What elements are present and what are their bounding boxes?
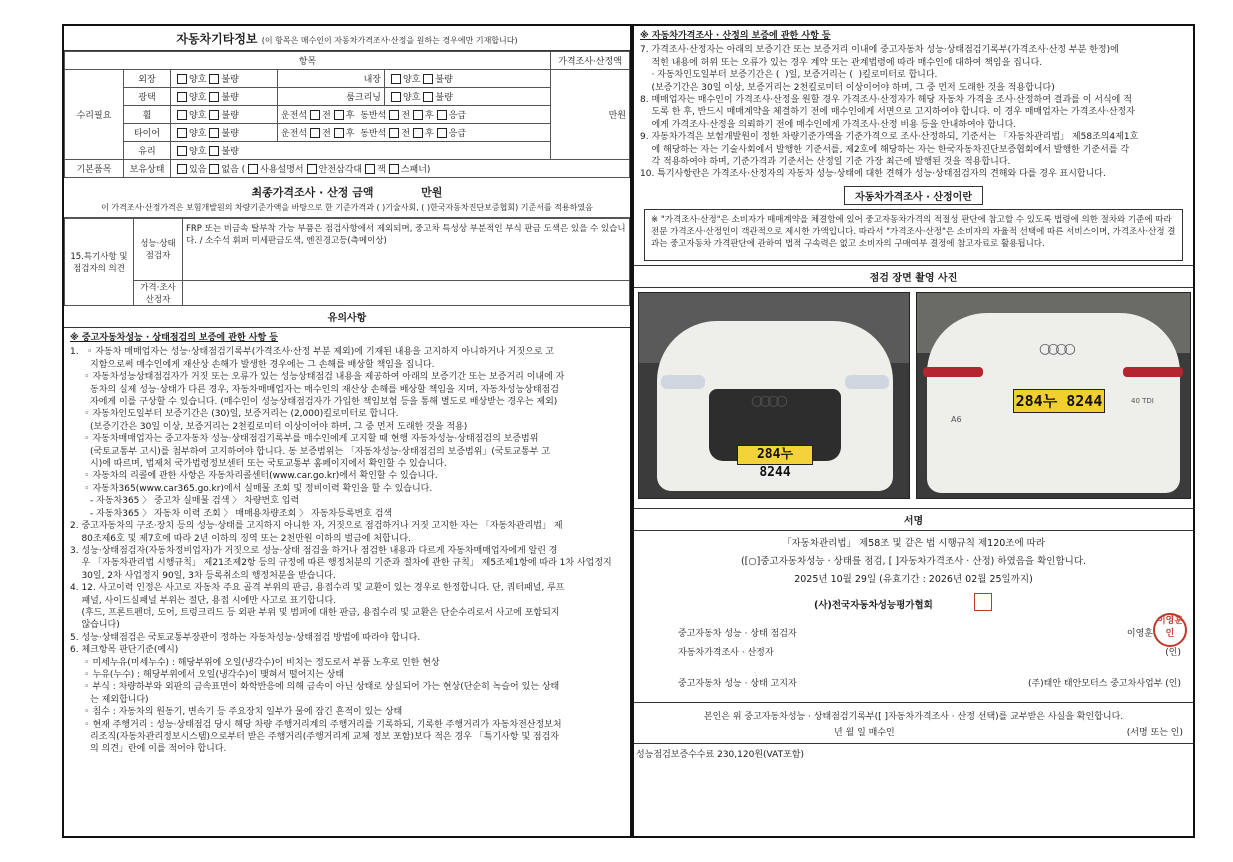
wheel-good-checkbox[interactable] [177,110,187,120]
bad-text: 불량 [435,75,453,85]
inspector-name: 이영훈 [1126,628,1153,639]
warranty-heading: ※ 자동차가격조사 · 산정의 보증에 관한 사항 등 [640,31,831,41]
audi-logo-icon: ○○○○ [751,392,784,409]
final-price-row [64,178,630,202]
caution-line: 4. 12. 사고이력 인정은 사고로 자동차 주요 골격 부위의 판금, 용접수리 및 교환이 있는 경우로 한정합니다. 단, 쿼터패널, 루프 [70,583,565,594]
interior-good-checkbox[interactable] [391,74,401,84]
caution-line: 5. 성능·상태점검은 국토교통부장관이 정하는 자동차성능·상태점검 방법에 따라야 합니다. [70,632,421,643]
good-text: 양호 [189,111,207,121]
caution-line: 80조제6호 및 제7호에 따라 2년 이하의 징역 또는 2천만원 이하의 벌금에 처합니다. [70,533,411,544]
basic-none-checkbox[interactable] [209,164,219,174]
good-text: 양호 [189,93,207,103]
warranty-lines [640,44,1187,180]
caution-line: ◦ 자동차인도일부터 보증기간은 (30)일, 보증거리는 (2,000)킬로미터로 합니다. [70,409,399,420]
sign-title: 서명 [634,508,1193,531]
basic-opt-text: 잭 [377,165,386,175]
engine-badge: 40 TDI [1131,396,1154,405]
caution-lines [70,346,624,755]
audi-logo-icon: ○○○○ [1039,340,1072,357]
photo-title: 점검 장면 촬영 사진 [634,265,1193,288]
driver-label: 운전석 [281,129,308,139]
warranty-line: · 자동차인도일부터 보증기간은 ( )일, 보증거리는 ( )킬로미터로 합니다. [640,70,938,81]
signature-table [634,615,1193,692]
warranty-line: 적힌 내용에 허위 또는 오류가 있는 경우 계약 또는 관계법령에 따라 매수인에 대하여 책임을 집니다. [640,57,1043,68]
perf-inspector-label: 성능·상태 점검자 [134,219,183,281]
caution-line: (후드, 프론트펜더, 도어, 트렁크리드 등 외판 부위 및 범퍼에 대한 판금, 용접수리 및 교환은 단순수리로서 사고에 포함되지 [70,607,560,618]
wheel-emergency-checkbox[interactable] [437,110,447,120]
driver-label: 운전석 [281,111,308,121]
emergency-text: 응급 [448,129,467,139]
tire-pass-rear-checkbox[interactable] [413,128,423,138]
tire-emergency-checkbox[interactable] [437,128,447,138]
front-text: 전 [322,129,331,139]
caution-line: (국토교통부 고시)를 첨부하여 고지하여야 합니다. 동 보증범위는 「자동차성능·상태점검의 보증범위」(국토교통부 고 [70,446,550,457]
pricer-label: 자동차가격조사 · 산정자 [678,647,774,658]
caution-line: 지함으로써 매수인에게 재산상 손해가 발생한 경우에는 그 손해를 배상할 책임을 집니다. [70,359,435,370]
gloss-bad-checkbox[interactable] [209,92,219,102]
basic-status-label: 보유상태 [124,160,171,178]
caution-line: 자에게 이를 구상할 수 있습니다. (매수인이 성능상태점검자가 가입한 책임보험 등을 통해 별도로 배상받는 경우는 제외) [70,397,558,408]
good-text: 양호 [403,93,421,103]
emergency-text: 응급 [448,111,467,121]
good-text: 양호 [189,129,207,139]
wheel-pass-front-checkbox[interactable] [389,110,399,120]
final-price-label: 최종가격조사 · 산정 금액 [251,186,374,199]
notifier-seal: (인) [1165,678,1181,689]
wheel-driver-front-checkbox[interactable] [310,110,320,120]
bad-text: 불량 [221,111,239,121]
special-notes-label: 15.특기사항 및 점검자의 의견 [65,219,134,306]
org-row [634,589,1193,621]
manual-checkbox[interactable] [248,164,258,174]
warranty-line: 에 해당하는 자는 기술사회에서 발행한 기준서를, 제2호에 해당하는 자는 한국자동차진단보증협회에서 발행한 기준서를 각 [640,144,1130,155]
final-price-note: 이 가격조사·산정가격은 보험개발원의 차량기준가액을 바탕으로 한 기준가격과 ( )기술사회, ( )한국자동차진단보증협회) 기준서를 적용하였음 [64,202,630,218]
caution-line: 패널, 사이드실패널 부위는 절단, 용접 시에만 사고로 표기합니다. [70,595,337,606]
pricer-seal: (인) [1165,647,1181,658]
caution-line: ◦ 자동차365(www.car365.go.kr)에서 실매물 조회 및 정비이력 확인을 할 수 있습니다. [70,483,433,494]
caution-line: 30일, 2차 사업정지 90일, 3차 등록취소의 행정처분을 받습니다. [70,570,336,581]
wheel-pass-rear-checkbox[interactable] [413,110,423,120]
bad-text: 불량 [221,75,239,85]
law-line: 「자동차관리법」 제58조 및 같은 법 시행규칙 제120조에 따라 [781,537,1046,549]
caution-line: ◦ 누유(누수) : 해당부위에서 오일(냉각수)이 맺혀서 떨어지는 상태 [70,669,345,680]
bad-text: 불량 [221,147,239,157]
definition-title-wrap [634,185,1193,205]
basic-opt-text: 스패너) [400,165,431,175]
passenger-label: 동반석 [360,111,387,121]
triangle-checkbox[interactable] [307,164,317,174]
other-info-table [64,51,630,178]
notifier-label: 중고자동차 성능 · 상태 고지자 [678,678,797,689]
caution-line: ◦ 자동차의 리콜에 관한 사항은 자동차리콜센터(www.car.go.kr)에서 확인할 수 있습니다. [70,471,438,482]
wheel-label: 휠 [124,106,171,124]
warranty-line: (보증기간은 30일 이상, 보증거리는 2천킬로미터 이상이어야 하며, 그 중 먼저 도래한 것을 적용합니다) [640,82,1055,93]
exterior-bad-checkbox[interactable] [209,74,219,84]
caution-line: 3. 성능·상태점검자(자동차정비업자)가 거짓으로 성능·상태 점검을 하거나 점검한 내용과 다르게 자동차매매업자에게 알린 경 [70,545,558,556]
warranty-line: 에게 가격조사·산정을 의뢰하기 전에 매수인에게 가격조사·산정 비용 등을 안내하여야 합니다. [640,119,1017,130]
tire-driver-front-checkbox[interactable] [310,128,320,138]
basic-items-group-label: 기본품목 [65,160,124,178]
caution-line: - 자동차365 〉 중고차 실매물 검색 〉 차량번호 입력 [70,496,300,507]
basic-have-checkbox[interactable] [177,164,187,174]
inspector-stamp: 이영훈인 [1153,613,1187,647]
caution-line: ◦ 현재 주행거리 : 성능·상태점검 당시 해당 차량 주행거리계의 주행거리를 기록하되, 기록한 주행거리가 자동차전산정보처 [70,719,562,730]
rear-plate: 284누 8244 [1013,389,1105,413]
caution-line: ◦ 미세누유(미세누수) : 해당부위에 오일(냉각수)이 비치는 정도로서 부품 노후로 인한 현상 [70,657,440,668]
basic-opt-text: 사용설명서 [260,165,304,175]
receipt-sign: (서명 또는 인) [1126,727,1183,738]
other-info-subtitle: (이 항목은 매수인이 자동차가격조사·산정을 원하는 경우에만 기재합니다) [261,36,518,45]
rear-text: 후 [345,111,355,121]
good-text: 양호 [189,147,207,157]
org-seal [974,593,992,611]
rear-text: 후 [425,111,434,121]
special-notes-table [64,218,630,306]
caution-heading: ※ 중고자동차성능 · 상태점검의 보증에 관한 사항 등 [70,333,278,343]
perf-inspector-opinion: FRP 또는 비금속 탈부착 가능 부품은 점검사항에서 제외되며, 중고차 특성상 부분적인 부식 판금 도색은 있을 수 있습니다. / 소수석 휘퍼 미세판금도색, 엔진경고등(측메이상) [183,219,630,281]
rear-text: 후 [345,129,355,139]
warranty-line: 9. 자동차가격은 보험개발원이 정한 차량기준가액을 기준가격으로 조사·산정하되, 기준서는 「자동차관리법」 제58조의4제1호 [640,132,1139,143]
good-text: 양호 [403,75,421,85]
date-line: 2025년 10월 29일 (유효기간 : 2026년 02월 25일까지) [794,573,1033,585]
caution-line: 우 「자동차관리법 시행규칙」 제21조제2항 등의 규정에 따른 행정처분의 기준과 절차에 관한 규칙」 제5조제1항에 따라 1차 사업정지 [70,558,612,569]
left-column [62,24,632,838]
warranty-section [634,26,1193,181]
confirm-line: ([○]중고자동차성능 · 상태를 점검, [ ]자동차가격조사 · 산정) 하였음을 확인합니다. [740,555,1087,567]
interior-label: 내장 [278,70,385,88]
front-text: 전 [322,111,331,121]
warranty-line: 도록 한 후, 반드시 매매계약을 체결하기 전에 매수인에게 서면으로 고지하여야 합니다. 이 경우 매매업자는 가격조사·산정자 [640,107,1135,118]
basic-opt-text: 없음 ( [221,165,246,175]
room-good-checkbox[interactable] [391,92,401,102]
tire-driver-rear-checkbox[interactable] [334,128,344,138]
receipt-date: 년 월 일 매수인 [834,727,895,738]
caution-line: 의 의견」란에 이를 적어야 합니다. [70,744,227,755]
glass-label: 유리 [124,142,171,160]
basic-opt-text: 있음 [189,165,207,175]
jack-checkbox[interactable] [365,164,375,174]
front-car-photo [638,292,910,499]
warranty-line: 7. 가격조사·산정자는 아래의 보증기간 또는 보증거리 이내에 중고자동차 성능·상태점검기록부(가격조사·산정 부분 한정)에 [640,45,1119,56]
right-column [632,24,1195,838]
warranty-line: 8. 매매업자는 매수인이 가격조사·산정을 원할 경우 가격조사·산정자가 해당 자동차 가격을 조사·산정하여 결과를 이 서식에 적 [640,95,1132,106]
caution-line: 동차의 실제 성능·상태가 다른 경우, 자동차매매업자는 매수인의 재산상 손해를 배상할 책임을 지며, 자동차성능상태점검 [70,384,559,395]
receipt-line: 본인은 위 중고자동차성능 · 상태점검기록부([ ]자동차가격조사 · 산정 선택)를 교부받은 사실을 확인합니다. [703,711,1124,722]
rear-text: 후 [425,129,434,139]
spanner-checkbox[interactable] [389,164,399,174]
gloss-good-checkbox[interactable] [177,92,187,102]
good-text: 양호 [189,75,207,85]
caution-line: 않습니다) [70,620,120,631]
photo-area [634,288,1193,508]
bad-text: 불량 [221,129,239,139]
caution-line: ◦ 부식 : 차량하부와 외판의 금속표면이 화학반응에 의해 금속이 아닌 상태로 상실되어 가는 현상(단순히 녹슬어 있는 상태 [70,682,560,693]
caution-title: 유의사항 [64,306,630,328]
tire-pass-front-checkbox[interactable] [389,128,399,138]
front-plate: 284누 8244 [737,445,813,465]
glass-bad-checkbox[interactable] [209,146,219,156]
caution-line: 는 제외합니다) [70,694,149,705]
model-badge: A6 [951,414,962,424]
tire-bad-checkbox[interactable] [209,128,219,138]
tire-label: 타이어 [124,124,171,142]
bad-text: 불량 [221,93,239,103]
caution-line: 리조직(자동차관리정보시스템)으로부터 받은 주행거리(주행거리계 교체 정보 포함)보다 적은 경우 「특기사항 및 점검자 [70,732,559,742]
caution-line: 6. 체크항목 판단기준(예시) [70,645,179,656]
inspector-label: 중고자동차 성능 · 상태 점검자 [678,628,797,639]
passenger-label: 동반석 [360,129,387,139]
wheel-driver-rear-checkbox[interactable] [334,110,344,120]
basic-opt-text: 안전삼각대 [318,165,363,175]
exterior-good-checkbox[interactable] [177,74,187,84]
sign-statement [634,531,1193,589]
tire-good-checkbox[interactable] [177,128,187,138]
org-name: (사)전국자동차성능평가협회 [814,599,933,611]
bad-text: 불량 [435,93,453,103]
definition-box: ※ "가격조사·산정"은 소비자가 매매계약을 체결함에 있어 중고자동차가격의 적절성 판단에 참고할 수 있도록 법령에 의한 절차와 기준에 따라 전문 가격조사·산정인이 객관적으로 제시한 가액입니다. 따라서 "가격조사·산정"은 소비자의 자율적 선택에 따른 서비스이며, 가격조사·산정 결과는 중고자동차 가격판단에 관하여 법적 구속력은 없고 소비자의 구매여부 결정에 참고자료로 활용됩니다. [644,209,1183,261]
col-price-header: 가격조사·산정액 [551,52,630,70]
exterior-label: 외장 [124,70,171,88]
definition-title: 자동차가격조사 · 산정이란 [844,186,983,205]
caution-line: (보증기간은 30일 이상, 보증거리는 2천킬로미터 이상이어야 하며, 그 중 먼저 도래한 것을 적용) [70,421,468,432]
notifier-name: (주)태안 태안모터스 중고차사업부 [1027,678,1163,689]
price-inspector-label: 가격·조사 산정자 [134,280,183,305]
wheel-bad-checkbox[interactable] [209,110,219,120]
final-price-unit: 만원 [421,186,443,199]
rear-car-photo [916,292,1191,499]
receipt-section [634,702,1193,743]
warranty-line: 각 적용하여야 하며, 기준가격과 기준서는 산정일 기준 가장 최근에 발행된 것을 적용합니다. [640,157,1011,168]
caution-line: 1. ◦ 자동차 매매업자는 성능·상태점검기록부(가격조사·산정 부분 제외)에 기재된 내용을 고지하지 아니하거나 거짓으로 고 [70,347,555,358]
caution-line: ◦ 자동차매매업자는 중고자동차 성능·상태점검기록부를 매수인에게 고지할 때 현행 자동차성능·상태점검의 보증범위 [70,434,539,445]
warranty-line: 10. 특기사항란은 가격조사·산정자의 자동차 성능·상태에 대한 견해가 성능·상태점검자의 견해와 다를 경우 표시합니다. [640,169,1106,180]
caution-line: ◦ 침수 : 자동차의 원동기, 변속기 등 주요장치 일부가 물에 잠긴 흔적이 있는 상태 [70,707,403,718]
col-item-header: 항목 [65,52,551,70]
caution-line: - 자동차365 〉 자동차 이력 조회 〉 매매용차량조회 〉 자동차등록번호 검색 [70,508,393,519]
interior-bad-checkbox[interactable] [423,74,433,84]
front-text: 전 [401,111,411,121]
glass-good-checkbox[interactable] [177,146,187,156]
price-inspector-opinion [183,280,630,305]
caution-line: 2. 중고자동차의 구조·장치 등의 성능·상태를 고지하지 아니한 자, 거짓으로 점검하거나 거짓 고지한 자는 「자동차관리법」 제 [70,521,563,532]
front-text: 전 [401,129,411,139]
fee-line: 성능점검보증수수료 230,120원(VAT포함) [634,743,1193,760]
caution-line: 시)에 따르며, 법제처 국가법령정보센터 또는 국토교통부 홈페이지에서 확인할 수 있습니다. [70,459,447,470]
room-bad-checkbox[interactable] [423,92,433,102]
other-info-title: 자동차기타정보 [176,32,258,46]
repair-unit: 만원 [551,70,630,160]
caution-line: ◦ 자동차성능상태점검자가 거짓 또는 오류가 있는 성능상태점검 내용을 제공하여 아래의 보증기간 또는 보증거리 이내에 자 [70,372,565,383]
gloss-label: 광택 [124,88,171,106]
caution-section [64,328,630,756]
other-info-header [64,26,630,51]
room-cleaning-label: 룸크리닝 [278,88,385,106]
repair-group-label: 수리필요 [65,70,124,160]
